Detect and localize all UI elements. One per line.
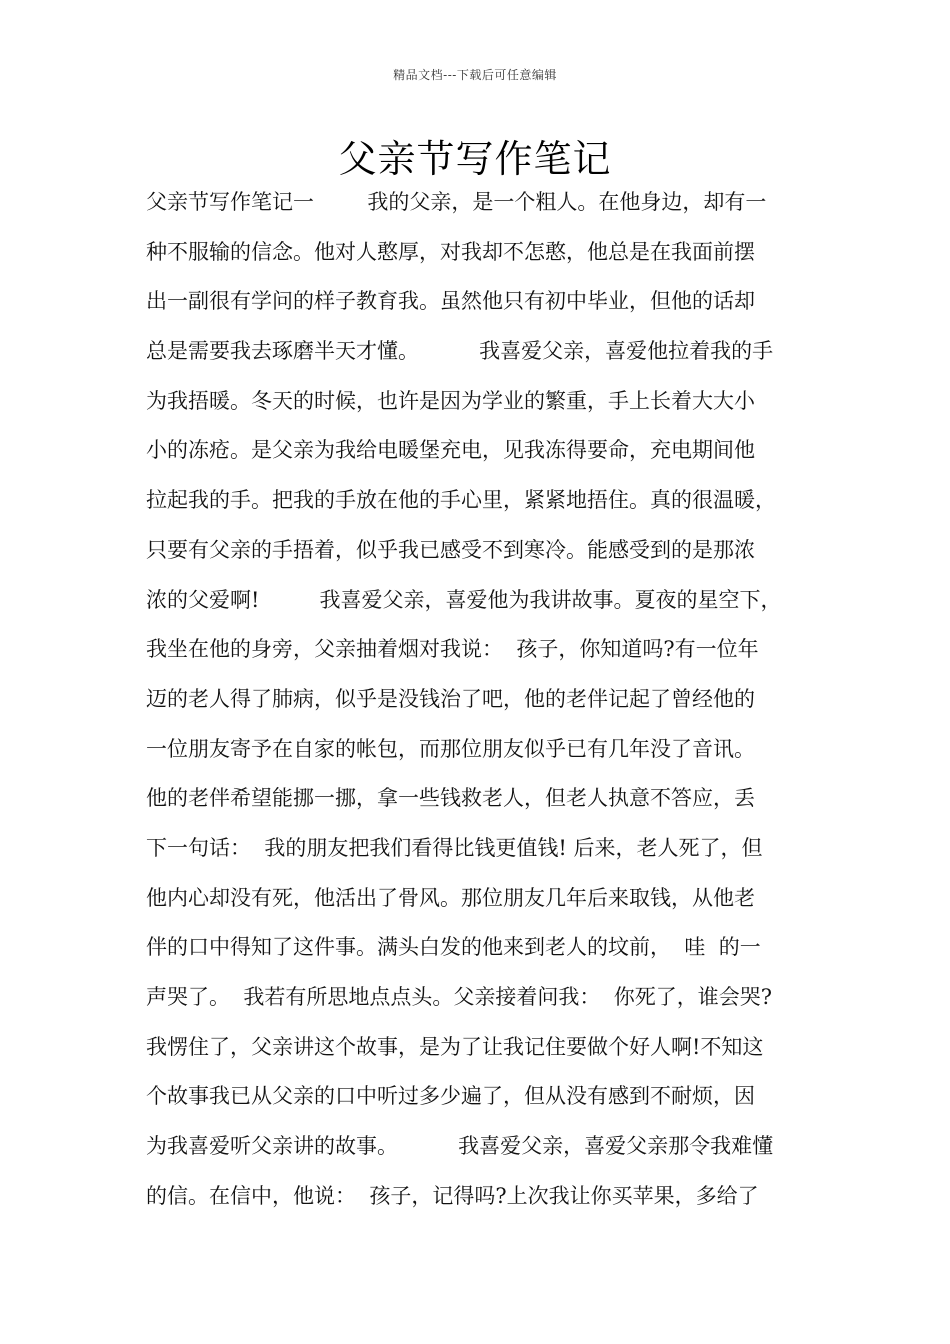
text-line: 声哭了。 我若有所思地点点头。父亲接着问我： 你死了，谁会哭? — [146, 985, 772, 1009]
text-line: 为我喜爱听父亲讲的故事。 我喜爱父亲，喜爱父亲那令我难懂 — [146, 1134, 774, 1159]
text-line: 伴的口中得知了这件事。满头白发的他来到老人的坟前， 哇 的一 — [146, 935, 761, 960]
text-line: 浓的父爱啊! 我喜爱父亲，喜爱他为我讲故事。夏夜的星空下， — [146, 587, 782, 612]
text-line: 他的老伴希望能挪一挪，拿一些钱救老人，但老人执意不答应，丢 — [146, 786, 755, 811]
text-line: 小的冻疮。是父亲为我给电暖堡充电，见我冻得要命，充电期间他 — [146, 438, 755, 463]
text-line: 父亲节写作笔记一 我的父亲，是一个粗人。在他身边，却有一 — [146, 190, 767, 214]
header-note: 精品文档---下载后可任意编辑 — [393, 68, 557, 82]
text-line: 我坐在他的身旁，父亲抽着烟对我说： 孩子，你知道吗?有一位年 — [146, 637, 759, 662]
text-line: 迈的老人得了肺病，似乎是没钱治了吧，他的老伴记起了曾经他的 — [146, 686, 755, 711]
text-line: 拉起我的手。把我的手放在他的手心里，紧紧地捂住。真的很温暖， — [146, 488, 776, 513]
text-line: 为我捂暖。冬天的时候，也许是因为学业的繁重，手上长着大大小 — [146, 388, 755, 413]
text-line: 我愣住了，父亲讲这个故事，是为了让我记住要做个好人啊!不知这 — [146, 1034, 764, 1059]
text-line: 一位朋友寄予在自家的帐包，而那位朋友似乎已有几年没了音讯。 — [146, 736, 755, 761]
text-line: 个故事我已从父亲的口中听过多少遍了，但从没有感到不耐烦，因 — [146, 1084, 755, 1109]
text-line: 种不服输的信念。他对人憨厚，对我却不怎憨，他总是在我面前摆 — [146, 239, 755, 264]
text-line: 出一副很有学问的样子教育我。虽然他只有初中毕业，但他的话却 — [146, 289, 755, 314]
text-line: 的信。在信中，他说： 孩子，记得吗?上次我让你买苹果，多给了 — [146, 1183, 759, 1208]
text-line: 只要有父亲的手捂着，似乎我已感受不到寒冷。能感受到的是那浓 — [146, 537, 755, 562]
body-text — [146, 178, 826, 1221]
text-line: 他内心却没有死，他活出了骨风。那位朋友几年后来取钱，从他老 — [146, 885, 755, 910]
text-line: 总是需要我去琢磨半天才懂。 我喜爱父亲，喜爱他拉着我的手 — [146, 339, 774, 364]
document-title: 父亲节写作笔记 — [338, 137, 612, 181]
text-line: 下一句话： 我的朋友把我们看得比钱更值钱! 后来，老人死了，但 — [146, 835, 763, 860]
